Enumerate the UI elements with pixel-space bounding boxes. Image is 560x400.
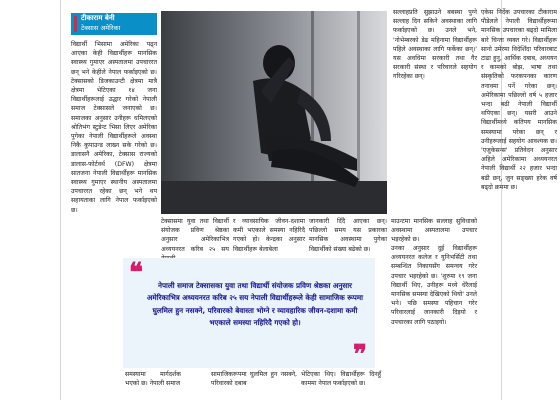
newspaper-page (60, 0, 557, 400)
article-column-middle: माउन्टमा मानसिक सल्लाह सुविधाको अवस्थामा अस्पतालमा उपचार भइरहेको छ। (391, 218, 477, 244)
pull-quote-text: नेपाली समाज टेक्सासका युवा तथा विद्यार्थी संयोजक प्रविण श्रेष्ठका अनुसार अमेरिकाभित्र अध्ययनरत करिब २५ सय नेपाली विद्यार्थीहरूले केही सामाजिक रूपमा घुलमिल हुन नसक्ने, परिवारको बेवास्ता भोग्ने र व्यावहारिक जीवन-दशामा कमी भएकाले समस्या नहिरिदै गएको हो। (146, 281, 364, 328)
distressed-student-photo (161, 11, 387, 214)
article-column-bottom-3: भेटिएका थिए। विद्यार्थीहरू दिनहुँ काममा नेपाल फर्काइएको छ। (301, 371, 381, 388)
author-name: टीकाराम बेनी (81, 14, 115, 22)
author-byline (71, 13, 157, 35)
article-column-bottom-2: सामाजिकरूपमा घुलमिल हुन नसक्ने, परिवारको दबाब (211, 371, 297, 388)
article-column-under-photo-3: जानकारी दिँदै आएका छन्। पछिल्लो समय यस प्रकारका मानसिक अवस्थामा पुगेका विद्यार्थीको संख्या बढेको छ। (309, 218, 387, 253)
close-quote-icon: ❞ (353, 340, 367, 370)
author-location: टेक्सास अमेरिका (81, 24, 121, 32)
article-column-right: एकेस निर्देक उपचारका टीकाराम पौडेलले नेपाली विद्यार्थीहरूमा मानसिक उपचारका बढ्दो मामिला बारे चिन्ता व्यक्त गरे। विद्यार्थीहरू सानो उमेरमा विदेशिँदा परिवारबाट टाढा हुनु, आर्थिक दबाब, अध्ययन र कामको बोझ, भाषा तथा संस्कृतिको फरकपनका कारण तनावमा पर्ने गरेका छन्। अमेरिकामा पछिल्लो वर्ष ५ हजार भन्दा बढी नेपाली विद्यार्थी थपिएका छन्। यसरी आउने विद्यार्थीमध्ये कतिपय मानसिक समस्यामा परेका छन् र उनीहरूलाई सहयोग आवश्यक छ। 'एजुकेसन्स' प्रतिवेदन अनुसार अहिले अमेरिकामा अध्ययनरत नेपाली विद्यार्थी २२ हजार भन्दा बढी छन्, जुन सङ्ख्या हरेक वर्ष बढ्दो क्रममा छ। (481, 9, 557, 191)
article-column-bottom-1: समस्यामा मार्गदर्शक भएको छ। नेपाली समाज (125, 371, 181, 388)
photo-illustration (161, 11, 387, 214)
article-column-under-photo-2: र व्यावसायिक जीवन-दशामा कमी भएकाले समस्या नहिरिदै गएको हो। केन्द्रका अनुसार विद्यार्थीहरू बेलाबेला (233, 218, 305, 253)
article-column-middle-lower: उनका अनुसार दुई विद्यार्थीहरू अध्ययनरत कलेज र युनिभर्सिटी तथा सम्बन्धित निकायसँग समन्वय गरेर उपचार भइरहेको छ। 'शुरुमा १९ जना विद्यार्थी थिए, उनीहरू मध्ये धेरैलाई मानसिक समस्या देखिएको थियो' उनले भने। पछि समस्या पहिचान गरेर परिवारलाई जानकारी दिइयो र उपचारका लागि पठाइयो। (391, 245, 477, 326)
byline-accent-bar (74, 16, 77, 32)
article-column-right-top: सल्लाहप्रति सुझाउने बबस्था पुग्ने सल्लाह दिन सकिने अवस्थाका लागि फर्काइएको छ। उनले भने, 'नोभेम्बरको डेढ महिनामा विद्यार्थीहरू पहिले अवस्थाका लागि फर्केका छन्।' यस अवधिमा सरकारी तथा गैर सरकारी संस्था र परिवारले सहयोग गरिरहेका छन्। (393, 9, 477, 81)
pull-quote-box (123, 258, 375, 368)
article-column-under-photo-1: टेक्सासमा युवा तथा विद्यार्थी संयोजक प्रविण श्रेष्ठका अनुसार अमेरिकाभित्र अध्ययनरत करिब २५ सय (161, 218, 229, 253)
open-quote-icon: ❝ (129, 258, 143, 288)
article-column-1: विद्यार्थी भिसामा अमेरिका पढ्न आएका केही विद्यार्थीहरू मानसिक स्वास्थ्य गुमाएर अस्पतालमा उपचाररत छन् भने केहीले नेपाल फर्काइएको छ। टेक्सासको डिजकाउन्टी क्षेत्रमा मात्रै क्षेत्रमा भेटिएका १४ जना विद्यार्थीहरूलाई उद्धार गरेको नेपाली समाज टेक्सासले जनाएको छ। समाजका अनुसार उनीहरू धमिलएको श्रोतिभंग स्टुडेन्ट भिसा लिएर अमेरिका पुगेका नेपाली विद्यार्थीहरूले अवस्था निकै कुपाउन्ड लाख्न सके गरेको छ। डालासनै अमेरिका, टेक्सास राज्यको डालास-फोर्टवर्थ (DFW) क्षेत्रमा सातजना नेपाली विद्यार्थीहरू मानसिक स्वास्थ्य गुमाएर स्थानीय अस्पतालमा उपचाररत रहेका छन् भने थप सहायताका लागि नेपाल फर्काइएको छ। (71, 41, 157, 214)
